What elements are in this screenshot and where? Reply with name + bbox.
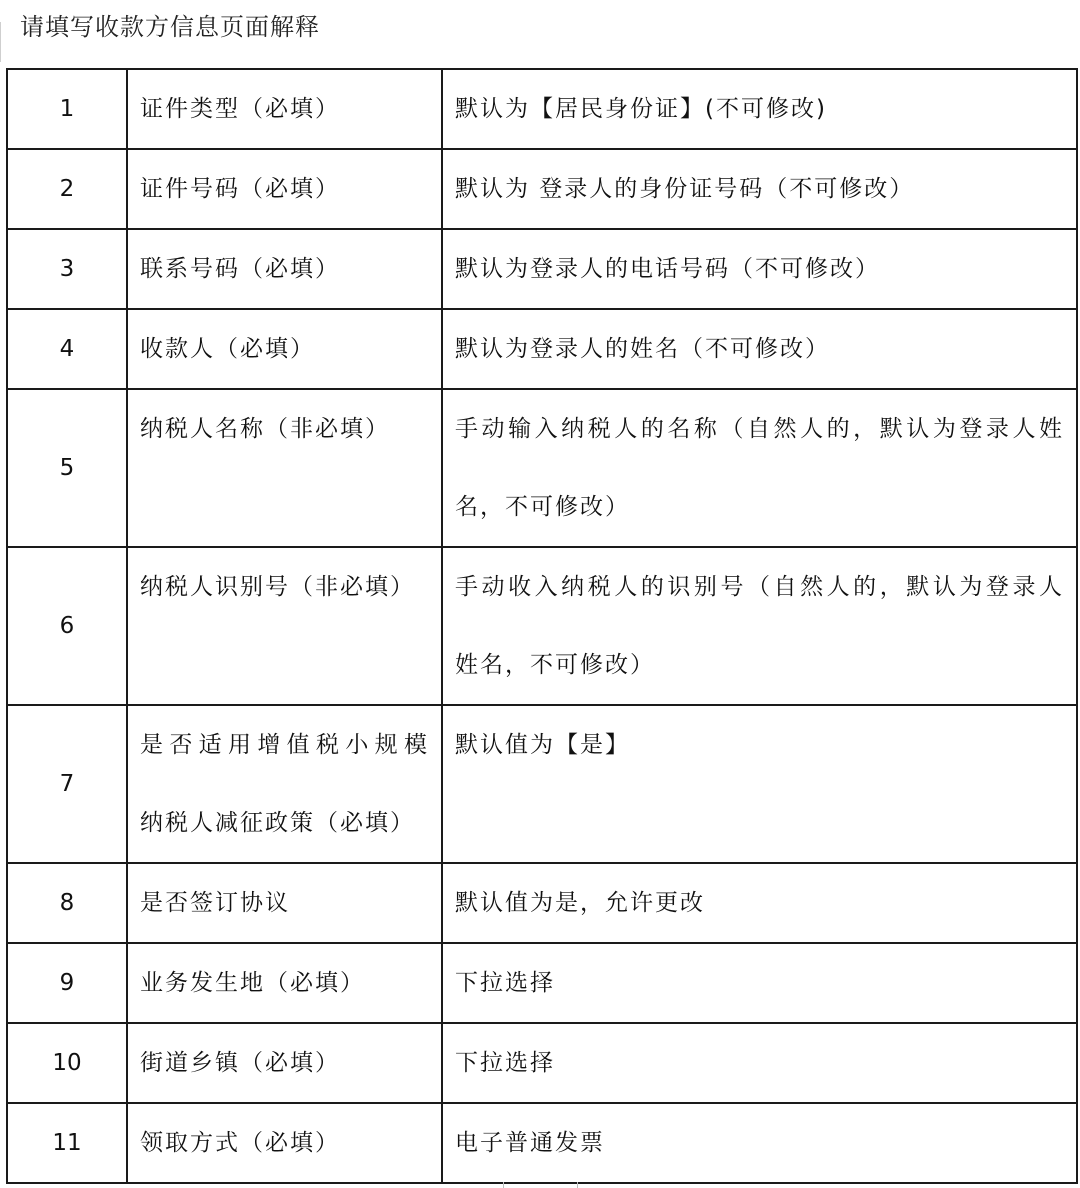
field-name-line: 纳税人减征政策（必填） [140, 810, 415, 836]
bottom-marks [503, 1182, 578, 1188]
table-row [7, 943, 1077, 1023]
field-name: 联系号码（必填） [127, 229, 442, 309]
description-line: 名，不可修改） [455, 494, 630, 520]
field-description: 默认为登录人的电话号码（不可修改） [442, 229, 1077, 309]
row-number: 8 [7, 863, 127, 943]
row-number: 7 [7, 705, 127, 863]
field-description: 下拉选择 [442, 1023, 1077, 1103]
row-number: 11 [7, 1103, 127, 1183]
table-row [7, 547, 1077, 705]
field-name: 领取方式（必填） [127, 1103, 442, 1183]
row-number: 10 [7, 1023, 127, 1103]
table-row [7, 1103, 1077, 1183]
table-row [7, 389, 1077, 547]
field-description: 默认值为是，允许更改 [442, 863, 1077, 943]
field-name: 纳税人识别号（非必填） [127, 547, 442, 705]
field-name: 是否签订协议 [127, 863, 442, 943]
table-row [7, 705, 1077, 863]
table-row [7, 149, 1077, 229]
field-name: 收款人（必填） [127, 309, 442, 389]
table-row [7, 309, 1077, 389]
row-number: 3 [7, 229, 127, 309]
field-name: 证件类型（必填） [127, 69, 442, 149]
field-description: 默认为【居民身份证】(不可修改) [442, 69, 1077, 149]
field-name: 业务发生地（必填） [127, 943, 442, 1023]
description-line: 手动收入纳税人的识别号（自然人的，默认为登录人 [455, 574, 1064, 600]
info-table [6, 68, 1078, 1184]
field-description [442, 547, 1077, 705]
field-description: 默认值为【是】 [442, 705, 1077, 863]
field-name [127, 705, 442, 863]
table-row [7, 69, 1077, 149]
field-name: 街道乡镇（必填） [127, 1023, 442, 1103]
field-name: 证件号码（必填） [127, 149, 442, 229]
field-description: 下拉选择 [442, 943, 1077, 1023]
description-line: 手动输入纳税人的名称（自然人的，默认为登录人姓 [455, 416, 1064, 442]
row-number: 5 [7, 389, 127, 547]
row-number: 9 [7, 943, 127, 1023]
field-description [442, 389, 1077, 547]
field-description: 电子普通发票 [442, 1103, 1077, 1183]
field-description: 默认为 登录人的身份证号码（不可修改） [442, 149, 1077, 229]
description-line: 姓名，不可修改） [455, 652, 655, 678]
row-number: 4 [7, 309, 127, 389]
row-number: 6 [7, 547, 127, 705]
table-row [7, 1023, 1077, 1103]
row-number: 1 [7, 69, 127, 149]
row-number: 2 [7, 149, 127, 229]
table-row [7, 863, 1077, 943]
field-description: 默认为登录人的姓名（不可修改） [442, 309, 1077, 389]
field-name-line: 是否适用增值税小规模 [140, 732, 429, 758]
field-name: 纳税人名称（非必填） [127, 389, 442, 547]
page-title: 请填写收款方信息页面解释 [20, 13, 320, 41]
left-edge-mark [0, 22, 1, 62]
table-row [7, 229, 1077, 309]
